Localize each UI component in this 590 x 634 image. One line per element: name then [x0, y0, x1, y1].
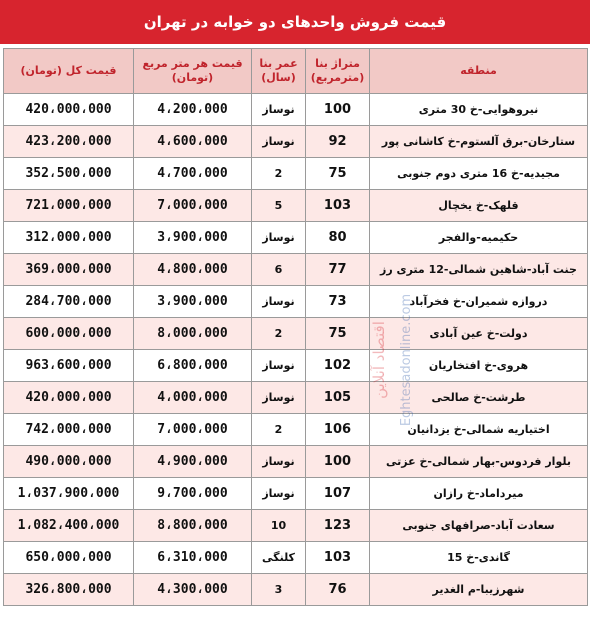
table-row [4, 350, 588, 382]
table-row [4, 478, 588, 510]
cell-unit-price: 6،310،000 [134, 542, 252, 574]
table-row [4, 318, 588, 350]
cell-region: گاندی-خ 15 [370, 542, 588, 574]
cell-area: 107 [306, 478, 370, 510]
cell-region: دروازه شمیران-خ فخرآباد [370, 286, 588, 318]
cell-age: نوساز [252, 478, 306, 510]
cell-total-price: 369،000،000 [4, 254, 134, 286]
cell-age: نوساز [252, 222, 306, 254]
cell-unit-price: 6،800،000 [134, 350, 252, 382]
cell-total-price: 721،000،000 [4, 190, 134, 222]
table-row [4, 574, 588, 606]
cell-age: کلنگی [252, 542, 306, 574]
cell-region: طرشت-خ صالحی [370, 382, 588, 414]
cell-age: نوساز [252, 350, 306, 382]
column-header-age: عمر بنا (سال) [252, 49, 306, 94]
watermark-url-text: Eghtesadonline.com [399, 293, 414, 427]
cell-unit-price: 7،000،000 [134, 190, 252, 222]
cell-total-price: 490،000،000 [4, 446, 134, 478]
cell-unit-price: 4،000،000 [134, 382, 252, 414]
cell-age: نوساز [252, 286, 306, 318]
cell-unit-price: 4،300،000 [134, 574, 252, 606]
cell-region: قلهک-خ یخچال [370, 190, 588, 222]
cell-unit-price: 4،200،000 [134, 94, 252, 126]
table-row [4, 414, 588, 446]
cell-unit-price: 8،800،000 [134, 510, 252, 542]
cell-age: نوساز [252, 382, 306, 414]
cell-area: 103 [306, 542, 370, 574]
cell-area: 106 [306, 414, 370, 446]
cell-total-price: 352،500،000 [4, 158, 134, 190]
cell-unit-price: 8،000،000 [134, 318, 252, 350]
cell-area: 76 [306, 574, 370, 606]
column-header-unit-price: قیمت هر متر مربع (تومان) [134, 49, 252, 94]
cell-total-price: 423،200،000 [4, 126, 134, 158]
cell-unit-price: 4،700،000 [134, 158, 252, 190]
cell-unit-price: 3،900،000 [134, 286, 252, 318]
cell-total-price: 420،000،000 [4, 94, 134, 126]
cell-area: 77 [306, 254, 370, 286]
cell-age: نوساز [252, 446, 306, 478]
cell-area: 73 [306, 286, 370, 318]
cell-age: 2 [252, 318, 306, 350]
table-row [4, 126, 588, 158]
cell-area: 123 [306, 510, 370, 542]
table-row [4, 158, 588, 190]
table-row [4, 542, 588, 574]
column-header-total-price: قیمت کل (تومان) [4, 49, 134, 94]
cell-age: 2 [252, 414, 306, 446]
table-header-row [4, 49, 588, 94]
cell-total-price: 963،600،000 [4, 350, 134, 382]
table-row [4, 190, 588, 222]
price-table [3, 48, 588, 606]
table-row [4, 382, 588, 414]
cell-area: 92 [306, 126, 370, 158]
cell-unit-price: 4،900،000 [134, 446, 252, 478]
cell-region: اختیاریه شمالی-خ یزدانیان [370, 414, 588, 446]
table-row [4, 94, 588, 126]
table-row [4, 254, 588, 286]
cell-region: بلوار فردوس-بهار شمالی-خ عزتی [370, 446, 588, 478]
cell-region: حکیمیه-والفجر [370, 222, 588, 254]
cell-region: هروی-خ افتخاریان [370, 350, 588, 382]
cell-age: نوساز [252, 94, 306, 126]
cell-total-price: 1،037،900،000 [4, 478, 134, 510]
column-header-area: متراژ بنا (مترمربع) [306, 49, 370, 94]
cell-region: دولت-خ عین آبادی [370, 318, 588, 350]
cell-age: 3 [252, 574, 306, 606]
cell-total-price: 1،082،400،000 [4, 510, 134, 542]
cell-age: 6 [252, 254, 306, 286]
cell-area: 100 [306, 446, 370, 478]
table-row [4, 286, 588, 318]
cell-age: 2 [252, 158, 306, 190]
cell-unit-price: 4،800،000 [134, 254, 252, 286]
cell-region: جنت آباد-شاهین شمالی-12 متری رز [370, 254, 588, 286]
column-header-region: منطقه [370, 49, 588, 94]
table-row [4, 446, 588, 478]
page-title: قیمت فروش واحدهای دو خوابه در تهران [0, 0, 590, 44]
cell-unit-price: 3،900،000 [134, 222, 252, 254]
cell-unit-price: 4،600،000 [134, 126, 252, 158]
cell-age: نوساز [252, 126, 306, 158]
cell-total-price: 742،000،000 [4, 414, 134, 446]
cell-region: میرداماد-خ رازان [370, 478, 588, 510]
cell-age: 10 [252, 510, 306, 542]
cell-total-price: 650،000،000 [4, 542, 134, 574]
cell-area: 80 [306, 222, 370, 254]
cell-area: 75 [306, 318, 370, 350]
cell-area: 102 [306, 350, 370, 382]
cell-region: سعادت آباد-صرافهای جنوبی [370, 510, 588, 542]
table-body [4, 94, 588, 606]
cell-area: 75 [306, 158, 370, 190]
cell-area: 103 [306, 190, 370, 222]
cell-area: 105 [306, 382, 370, 414]
cell-unit-price: 7،000،000 [134, 414, 252, 446]
cell-unit-price: 9،700،000 [134, 478, 252, 510]
cell-total-price: 420،000،000 [4, 382, 134, 414]
cell-region: ستارخان-برق آلستوم-خ کاشانی پور [370, 126, 588, 158]
cell-region: شهرزیبا-م الغدیر [370, 574, 588, 606]
cell-total-price: 600،000،000 [4, 318, 134, 350]
cell-total-price: 284،700،000 [4, 286, 134, 318]
table-row [4, 222, 588, 254]
cell-region: نیروهوایی-خ 30 متری [370, 94, 588, 126]
cell-total-price: 312،000،000 [4, 222, 134, 254]
cell-region: مجیدیه-خ 16 متری دوم جنوبی [370, 158, 588, 190]
cell-age: 5 [252, 190, 306, 222]
table-row [4, 510, 588, 542]
cell-total-price: 326،800،000 [4, 574, 134, 606]
cell-area: 100 [306, 94, 370, 126]
watermark-logo-text: اقتصاد آنلاین [370, 321, 388, 399]
